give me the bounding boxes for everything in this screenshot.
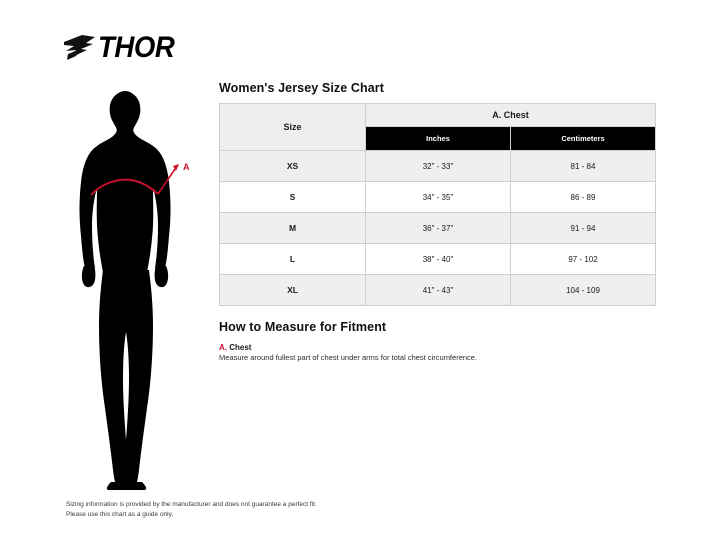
cell-size: XS xyxy=(220,151,366,182)
size-chart-table xyxy=(219,103,656,306)
cell-inches: 32" - 33" xyxy=(366,151,511,182)
header-chest-group: A. Chest xyxy=(366,104,656,127)
cell-centimeters: 97 - 102 xyxy=(511,244,656,275)
disclaimer-line-2: Please use this chart as a guide only. xyxy=(66,511,174,519)
cell-centimeters: 104 - 109 xyxy=(511,275,656,306)
brand-wordmark: THOR xyxy=(98,31,175,64)
figure-callout-a: A xyxy=(183,162,190,172)
cell-size: L xyxy=(220,244,366,275)
brand-logo xyxy=(62,30,192,66)
cell-inches: 34" - 35" xyxy=(366,182,511,213)
header-size: Size xyxy=(220,104,366,151)
table-row xyxy=(220,151,656,182)
cell-inches: 41" - 43" xyxy=(366,275,511,306)
how-to-measure-title: How to Measure for Fitment xyxy=(219,320,387,334)
cell-size: M xyxy=(220,213,366,244)
measure-item-marker: A. xyxy=(219,343,227,352)
table-row xyxy=(220,182,656,213)
cell-size: XL xyxy=(220,275,366,306)
cell-inches: 38" - 40" xyxy=(366,244,511,275)
cell-centimeters: 81 - 84 xyxy=(511,151,656,182)
cell-size: S xyxy=(220,182,366,213)
thor-helmet-icon xyxy=(62,33,96,63)
header-centimeters: Centimeters xyxy=(511,127,656,151)
header-inches: Inches xyxy=(366,127,511,151)
disclaimer xyxy=(66,500,486,520)
table-header-row xyxy=(220,104,656,127)
cell-centimeters: 86 - 89 xyxy=(511,182,656,213)
measure-item-heading xyxy=(219,343,251,352)
female-silhouette xyxy=(55,90,205,490)
table-row xyxy=(220,213,656,244)
table-row xyxy=(220,244,656,275)
cell-centimeters: 91 - 94 xyxy=(511,213,656,244)
table-row xyxy=(220,275,656,306)
disclaimer-line-1: Sizing information is provided by the manufacturer and does not guarantee a perfect fit. xyxy=(66,501,317,508)
cell-inches: 36" - 37" xyxy=(366,213,511,244)
page-title: Women's Jersey Size Chart xyxy=(219,81,385,95)
measure-item-text: Measure around fullest part of chest under arms for total chest circumference. xyxy=(219,353,478,362)
measure-item-label: Chest xyxy=(227,343,252,352)
